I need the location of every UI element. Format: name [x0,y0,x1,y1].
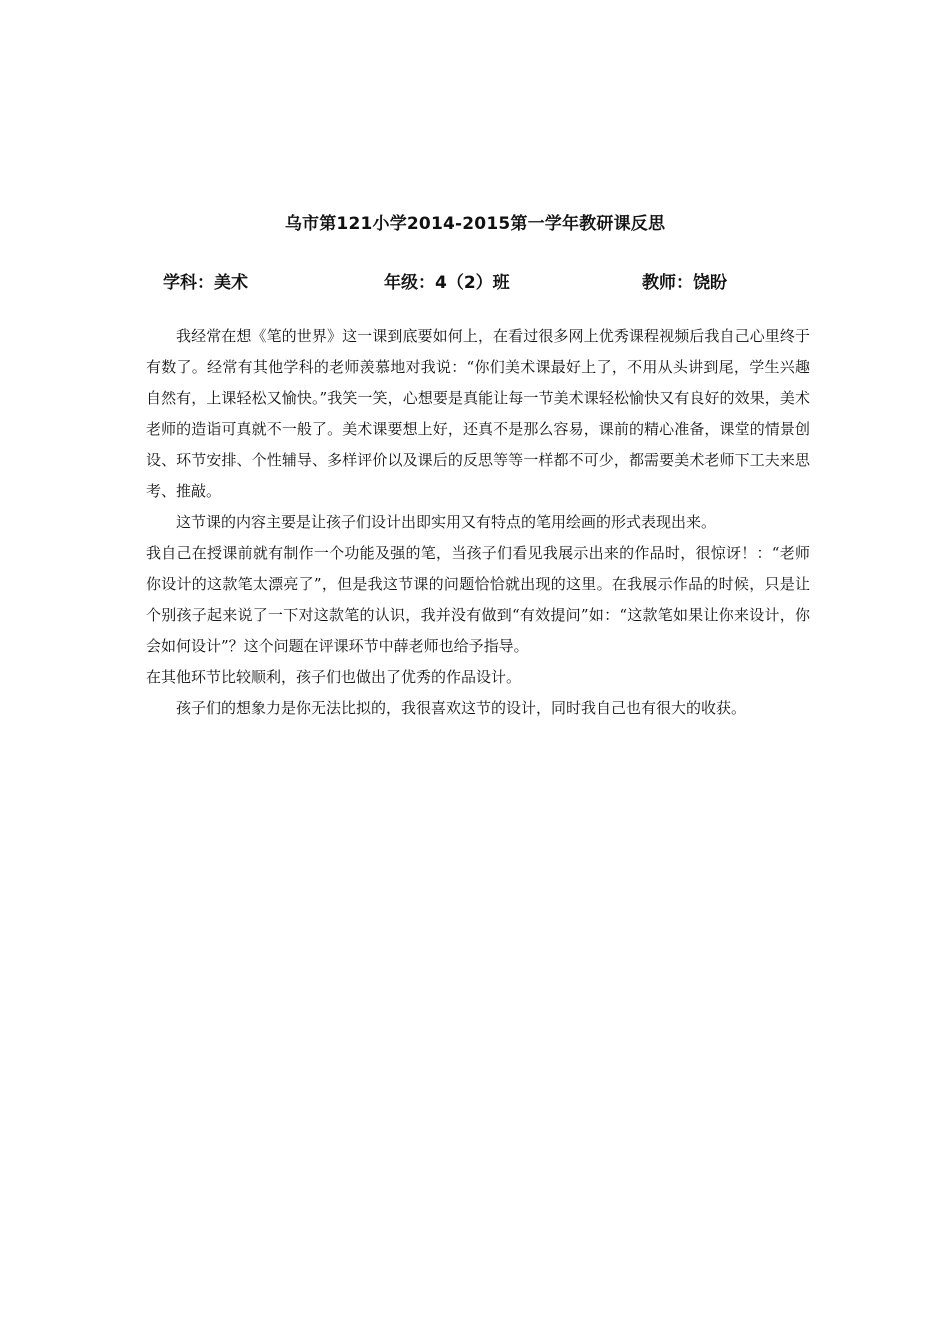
document-title: 乌市第121小学2014-2015第一学年教研课反思 [284,214,666,234]
subject-label: 学科：美术 [163,273,248,293]
paragraph: 在其他环节比较顺利，孩子们也做出了优秀的作品设计。 [146,668,522,686]
teacher-label: 教师：饶盼 [642,273,727,293]
document-body [146,321,810,724]
document-meta-line [0,268,950,292]
paragraph: 我自己在授课前就有制作一个功能及强的笔，当孩子们看见我展示出来的作品时，很惊讶！：“老师你设计的这款笔太漂亮了”，但是我这节课的问题恰恰就出现的这里。在我展示作品的时候，只是让个别孩子起来说了一下对这款笔的认识，我并没有做到“有效提问”如：“这款笔如果让你来设计，你会如何设计”？这个问题在评课环节中薛老师也给予指导。 [146,544,810,655]
paragraph: 孩子们的想象力是你无法比拟的，我很喜欢这节的设计，同时我自己也有很大的收获。 [176,699,747,717]
paragraph: 我经常在想《笔的世界》这一课到底要如何上，在看过很多网上优秀课程视频后我自己心里终于有数了。经常有其他学科的老师羡慕地对我说：“你们美术课最好上了，不用从头讲到尾，学生兴趣自然有，上课轻松又愉快。”我笑一笑，心想要是真能让每一节美术课轻松愉快又有良好的效果，美术老师的造诣可真就不一般了。美术课要想上好，还真不是那么容易，课前的精心准备，课堂的情景创设、环节安排、个性辅导、多样评价以及课后的反思等等一样都不可少，都需要美术老师下工夫来思考、推敲。 [146,327,810,500]
grade-label: 年级：4（2）班 [384,273,510,293]
paragraph: 这节课的内容主要是让孩子们设计出即实用又有特点的笔用绘画的形式表现出来。 [176,513,717,531]
